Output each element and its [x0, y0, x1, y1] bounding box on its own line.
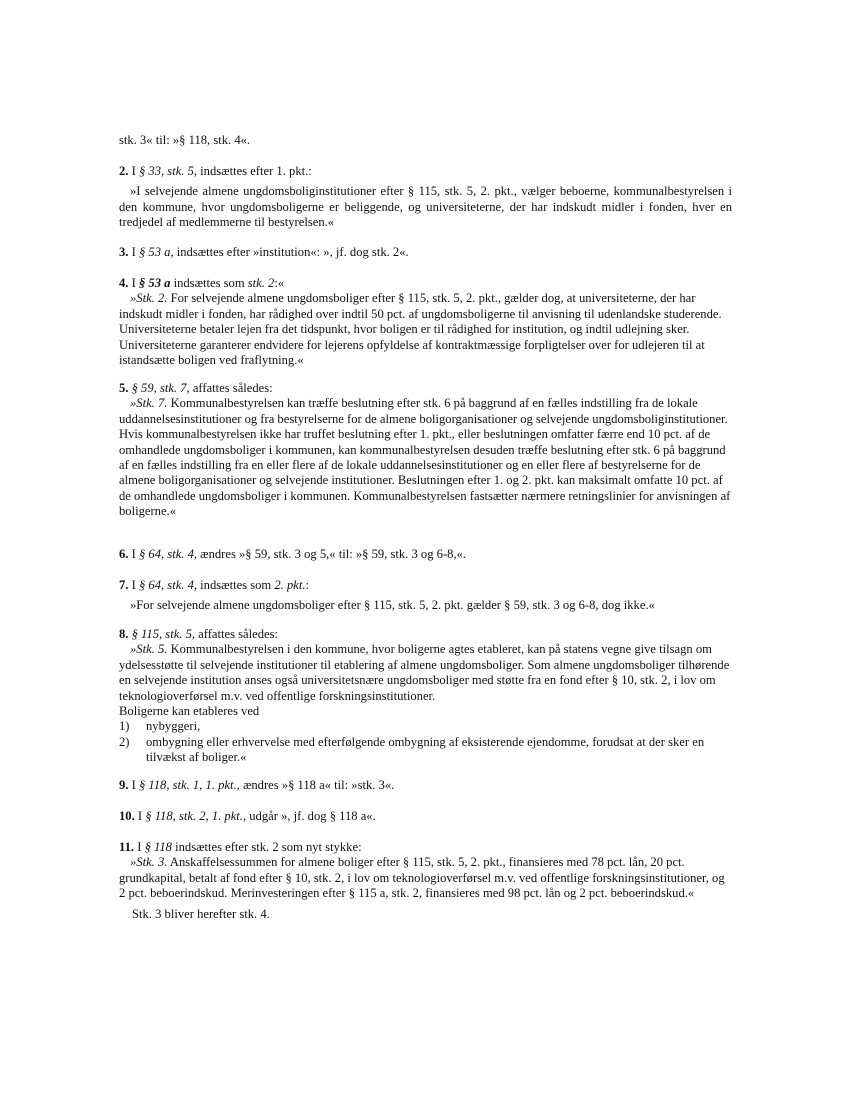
- section-8-lead: Boligerne kan etableres ved: [119, 704, 260, 719]
- section-5: [119, 381, 732, 520]
- heading-text: I: [134, 840, 145, 854]
- section-10: [119, 809, 732, 824]
- heading-text: I: [128, 578, 139, 592]
- heading-text: ændres »§ 59, stk. 3 og 5,« til: »§ 59, stk. 3 og 6-8,«.: [197, 547, 467, 561]
- section-5-body: [119, 396, 732, 519]
- section-number: 6.: [119, 547, 129, 561]
- section-7: [119, 578, 732, 614]
- section-9: [119, 778, 732, 793]
- heading-text: affattes således:: [189, 381, 273, 395]
- heading-text: indsættes som: [170, 276, 248, 290]
- section-2: [119, 164, 732, 231]
- list-item: [119, 719, 732, 734]
- heading-text: affattes således:: [195, 627, 279, 641]
- section-reference: § 118, stk. 2, 1. pkt.,: [145, 809, 247, 823]
- body-text: Kommunalbestyrelsen i den kommune, hvor boligerne agtes etableret, kan på statens vegne give tilsagn om ydelsesstøtte til selvejende institutioner til etablering af almene ungdomsboliger. Som almene ungdomsboliger tilhørende en selvejende institution anses også universitetsnære ungdomsboliger med støtte fra en fond efter § 10, stk. 2, i lov om teknologioverførsel m.v. ved offentlige forskningsinstitutioner.: [119, 642, 730, 703]
- heading-text: I: [128, 778, 139, 792]
- section-reference: § 59, stk. 7,: [128, 381, 190, 395]
- heading-text: I: [134, 809, 146, 823]
- body-text: For selvejende almene ungdomsboliger efter § 115, stk. 5, 2. pkt., gælder dog, at universiteterne, der har indskudt midler i fonden, har rådighed over indtil 50 pct. af ungdomsboligerne til anvisning til udenlandske studerende. Universiteterne betaler lejen fra det tidspunkt, hvor boligen er til rådighed for institution, og indtil udlejning sker. Universiteterne garanterer endvidere for lejerens opfyldelse af kontraktmæssige forpligtelser over for udlejeren til at istandsætte boligen ved fraflytning.«: [119, 291, 722, 368]
- section-number: 5.: [119, 381, 129, 395]
- section-11-body: [119, 855, 732, 901]
- section-4-body: [119, 291, 732, 368]
- section-9-heading: [119, 778, 732, 793]
- heading-text: indsættes som: [197, 578, 275, 592]
- body-text: Anskaffelsessummen for almene boliger efter § 115, stk. 5, 2. pkt., finansieres med 78 pct. lån, 20 pct. grundkapital, betalt af fond efter § 10, stk. 2, i lov om teknologioverførsel m.v. ved offentlige forskningsinstitutioner, og 2 pct. beboerindskud. Merinvesteringen efter § 115 a, stk. 2, finansieres med 98 pct. lån og 2 pct. beboerindskud.«: [119, 855, 725, 901]
- section-2-body: »I selvejende almene ungdomsboliginstitutioner efter § 115, stk. 5, 2. pkt., vælger beboerne, kommunalbestyrelsen i den kommune, hvor ungdomsboligerne er beliggende, og universiteterne, der har indskudt midler i fonden, hver en tredjedel af medlemmerne til bestyrelsen.«: [119, 184, 732, 230]
- section-number: 2.: [119, 164, 129, 178]
- section-6: [119, 547, 732, 562]
- heading-text: indsættes efter »institution«: », jf. dog stk. 2«.: [173, 245, 409, 259]
- stk-label: »Stk. 5.: [130, 642, 168, 657]
- list-marker: 1): [119, 719, 130, 734]
- section-reference: § 118, stk. 1, 1. pkt.,: [138, 778, 240, 792]
- heading-text: udgår », jf. dog § 118 a«.: [246, 809, 376, 823]
- section-number: 9.: [119, 778, 129, 792]
- section-11: [119, 840, 732, 922]
- section-8-list: [119, 719, 732, 765]
- section-reference: § 53 a,: [138, 245, 174, 259]
- section-reference: § 53 a: [138, 276, 171, 290]
- section-reference: § 118: [144, 840, 172, 854]
- section-number: 8.: [119, 627, 129, 641]
- section-6-heading: [119, 547, 732, 562]
- heading-text: I: [128, 276, 139, 290]
- heading-text: indsættes efter 1. pkt.:: [197, 164, 312, 178]
- section-reference: § 64, stk. 4,: [138, 547, 198, 561]
- section-number: 7.: [119, 578, 129, 592]
- list-item: [119, 735, 732, 766]
- stk-label: »Stk. 7.: [130, 396, 168, 411]
- list-marker: 2): [119, 734, 130, 749]
- section-reference: § 33, stk. 5,: [138, 164, 198, 178]
- intro-line: stk. 3« til: »§ 118, stk. 4«.: [119, 133, 251, 147]
- section-number: 3.: [119, 245, 129, 259]
- section-reference: stk. 2: [247, 276, 275, 290]
- list-item-text: nybyggeri,: [146, 719, 201, 734]
- section-reference: § 115, stk. 5,: [128, 627, 196, 641]
- section-number: 4.: [119, 276, 129, 290]
- heading-text: ændres »§ 118 a« til: »stk. 3«.: [239, 778, 395, 792]
- body-text: Kommunalbestyrelsen kan træffe beslutning efter stk. 6 på baggrund af en fælles indstilling fra de lokale uddannelsesinstitutioner og fra bestyrelserne for de almene boligorganisationer og selvejende ungdomsboliginstitutioner. Hvis kommunalbestyrelsen ikke har truffet beslutning efter 1. pkt., eller beslutningen omfatter færre end 10 pct. af de omhandlede ungdomsboliger i kommunen, kan kommunalbestyrelsen desuden træffe beslutning efter stk. 6 på baggrund af en fælles indstilling fra en eller flere af de lokale uddannelsesinstitutioner og en eller flere af bestyrelserne for de almene boligorganisationer og selvejende institutioner. Beslutningen efter 1. og 2. pkt. kan maksimalt omfatte 10 pct. af de omhandlede ungdomsboliger i kommunen. Kommunalbestyrelsen fastsætter nærmere retningslinier for anvisningen af boligerne.«: [119, 396, 731, 519]
- section-4: [119, 276, 732, 368]
- section-4-heading: [119, 276, 732, 291]
- section-7-heading: [119, 578, 732, 593]
- section-11-heading: [119, 840, 732, 855]
- heading-text: I: [128, 164, 139, 178]
- section-8: [119, 627, 732, 766]
- list-item-text: ombygning eller erhvervelse med efterfølgende ombygning af eksisterende ejendomme, forudsat at der sker en tilvækst af boliger.«: [146, 734, 705, 765]
- section-2-heading: [119, 164, 732, 179]
- section-5-heading: [119, 381, 732, 396]
- section-8-body: [119, 642, 732, 704]
- section-reference: 2. pkt.: [274, 578, 306, 592]
- heading-text: :«: [274, 276, 285, 290]
- heading-text: indsættes efter stk. 2 som nyt stykke:: [171, 840, 362, 854]
- section-3: [119, 245, 732, 260]
- section-number: 11.: [119, 840, 135, 854]
- section-reference: § 64, stk. 4,: [138, 578, 198, 592]
- section-7-body: »For selvejende almene ungdomsboliger efter § 115, stk. 5, 2. pkt. gælder § 59, stk. 3 og 6-8, dog ikke.«: [130, 598, 655, 613]
- section-3-heading: [119, 245, 732, 260]
- stk-label: »Stk. 3.: [130, 855, 168, 870]
- heading-text: I: [128, 245, 139, 259]
- heading-text: I: [128, 547, 139, 561]
- section-8-heading: [119, 627, 732, 642]
- section-10-heading: [119, 809, 732, 824]
- stk-label: »Stk. 2.: [130, 291, 168, 306]
- heading-text: :: [305, 578, 309, 592]
- section-number: 10.: [119, 809, 135, 823]
- section-11-after: Stk. 3 bliver herefter stk. 4.: [132, 906, 270, 921]
